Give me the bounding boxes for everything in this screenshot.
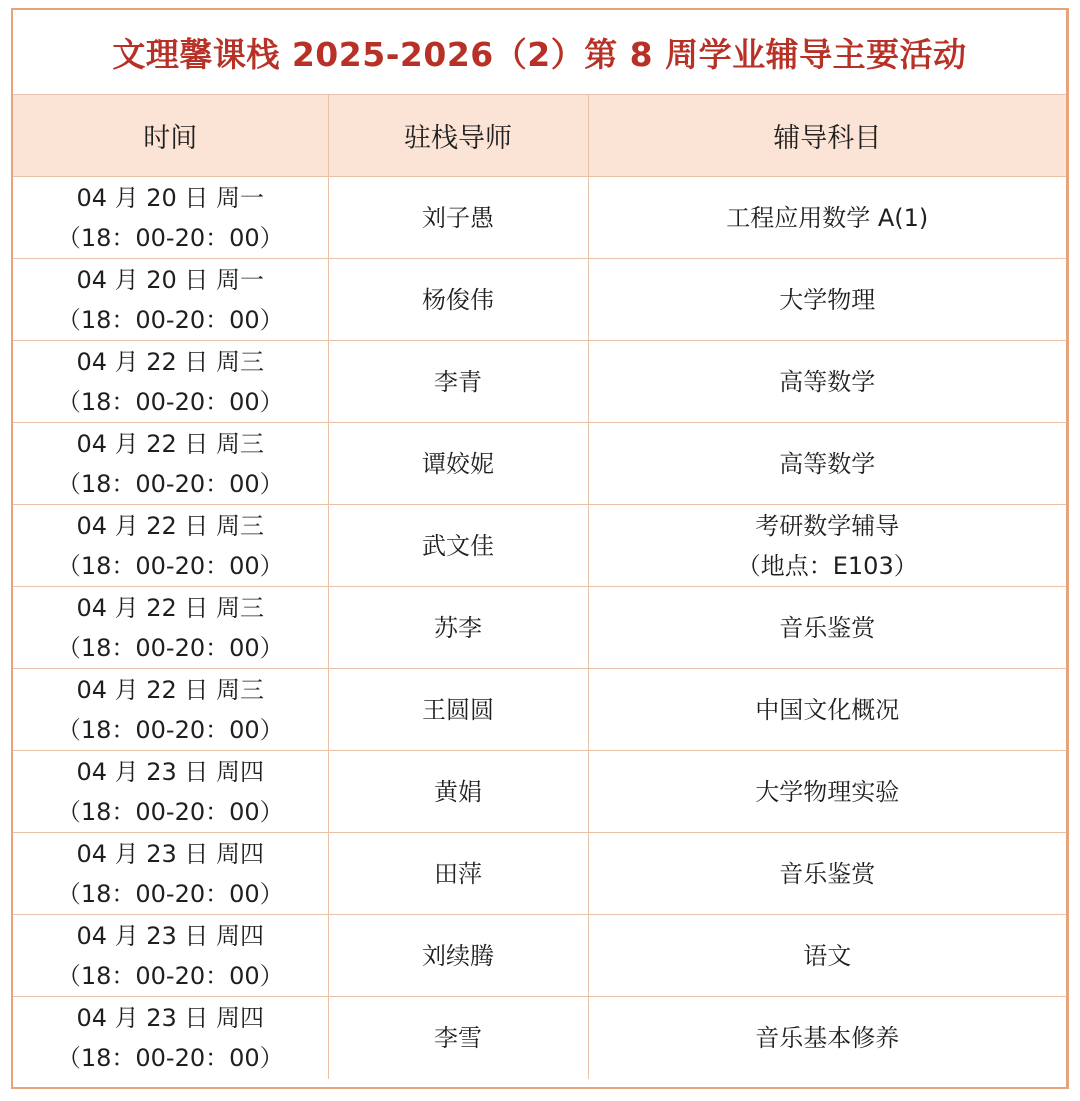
date-text: 04 月 23 日 周四	[76, 1003, 265, 1032]
subject-text: 大学物理实验	[755, 777, 900, 806]
subject-text: 中国文化概况	[755, 695, 900, 724]
date-text: 04 月 23 日 周四	[76, 921, 265, 950]
date-text: 04 月 22 日 周三	[76, 511, 265, 540]
subject-cell	[588, 915, 1066, 997]
subject-note: （地点：E103）	[736, 551, 918, 580]
tutor-cell: 李青	[328, 341, 588, 423]
time-cell	[13, 341, 328, 423]
subject-text: 音乐基本修养	[755, 1023, 900, 1052]
tutor-cell: 谭姣妮	[328, 423, 588, 505]
date-text: 04 月 20 日 周一	[76, 265, 265, 294]
schedule-table	[13, 95, 1066, 1079]
hours-text: （18：00-20：00）	[56, 305, 284, 334]
subject-text: 考研数学辅导	[755, 511, 900, 540]
date-text: 04 月 22 日 周三	[76, 429, 265, 458]
time-cell	[13, 177, 328, 259]
table-row	[13, 997, 1066, 1079]
time-cell	[13, 505, 328, 587]
time-cell	[13, 587, 328, 669]
header-subject: 辅导科目	[588, 95, 1066, 177]
hours-text: （18：00-20：00）	[56, 551, 284, 580]
table-row	[13, 587, 1066, 669]
tutor-cell: 杨俊伟	[328, 259, 588, 341]
hours-text: （18：00-20：00）	[56, 797, 284, 826]
header-row	[13, 95, 1066, 177]
time-cell	[13, 997, 328, 1079]
date-text: 04 月 20 日 周一	[76, 183, 265, 212]
hours-text: （18：00-20：00）	[56, 715, 284, 744]
subject-text: 大学物理	[779, 285, 876, 314]
hours-text: （18：00-20：00）	[56, 1043, 284, 1072]
subject-cell	[588, 423, 1066, 505]
hours-text: （18：00-20：00）	[56, 879, 284, 908]
title-bar	[13, 10, 1066, 95]
subject-cell	[588, 505, 1066, 587]
time-cell	[13, 669, 328, 751]
table-row	[13, 915, 1066, 997]
subject-text: 高等数学	[779, 449, 876, 478]
time-cell	[13, 833, 328, 915]
hours-text: （18：00-20：00）	[56, 223, 284, 252]
subject-cell	[588, 751, 1066, 833]
table-row	[13, 177, 1066, 259]
table-row	[13, 751, 1066, 833]
page-title: 文理馨课栈 2025-2026（2）第 8 周学业辅导主要活动	[112, 34, 967, 74]
subject-text: 语文	[803, 941, 852, 970]
subject-cell	[588, 587, 1066, 669]
tutor-cell: 田萍	[328, 833, 588, 915]
table-row	[13, 423, 1066, 505]
table-row	[13, 259, 1066, 341]
tutor-cell: 苏李	[328, 587, 588, 669]
table-row	[13, 669, 1066, 751]
schedule-sheet	[11, 8, 1069, 1089]
subject-cell	[588, 341, 1066, 423]
hours-text: （18：00-20：00）	[56, 469, 284, 498]
tutor-cell: 刘子愚	[328, 177, 588, 259]
subject-cell	[588, 997, 1066, 1079]
hours-text: （18：00-20：00）	[56, 387, 284, 416]
date-text: 04 月 22 日 周三	[76, 347, 265, 376]
subject-text: 音乐鉴赏	[779, 859, 876, 888]
subject-text: 工程应用数学 A(1)	[726, 203, 929, 232]
subject-cell	[588, 833, 1066, 915]
subject-text: 高等数学	[779, 367, 876, 396]
hours-text: （18：00-20：00）	[56, 961, 284, 990]
tutor-cell: 王圆圆	[328, 669, 588, 751]
table-row	[13, 505, 1066, 587]
subject-cell	[588, 669, 1066, 751]
date-text: 04 月 22 日 周三	[76, 675, 265, 704]
tutor-cell: 黄娟	[328, 751, 588, 833]
subject-cell	[588, 177, 1066, 259]
date-text: 04 月 22 日 周三	[76, 593, 265, 622]
tutor-cell: 刘续腾	[328, 915, 588, 997]
time-cell	[13, 259, 328, 341]
date-text: 04 月 23 日 周四	[76, 757, 265, 786]
subject-cell	[588, 259, 1066, 341]
subject-text: 音乐鉴赏	[779, 613, 876, 642]
header-time: 时间	[13, 95, 328, 177]
table-row	[13, 341, 1066, 423]
tutor-cell: 李雪	[328, 997, 588, 1079]
time-cell	[13, 751, 328, 833]
hours-text: （18：00-20：00）	[56, 633, 284, 662]
date-text: 04 月 23 日 周四	[76, 839, 265, 868]
time-cell	[13, 915, 328, 997]
table-row	[13, 833, 1066, 915]
time-cell	[13, 423, 328, 505]
header-tutor: 驻栈导师	[328, 95, 588, 177]
tutor-cell: 武文佳	[328, 505, 588, 587]
